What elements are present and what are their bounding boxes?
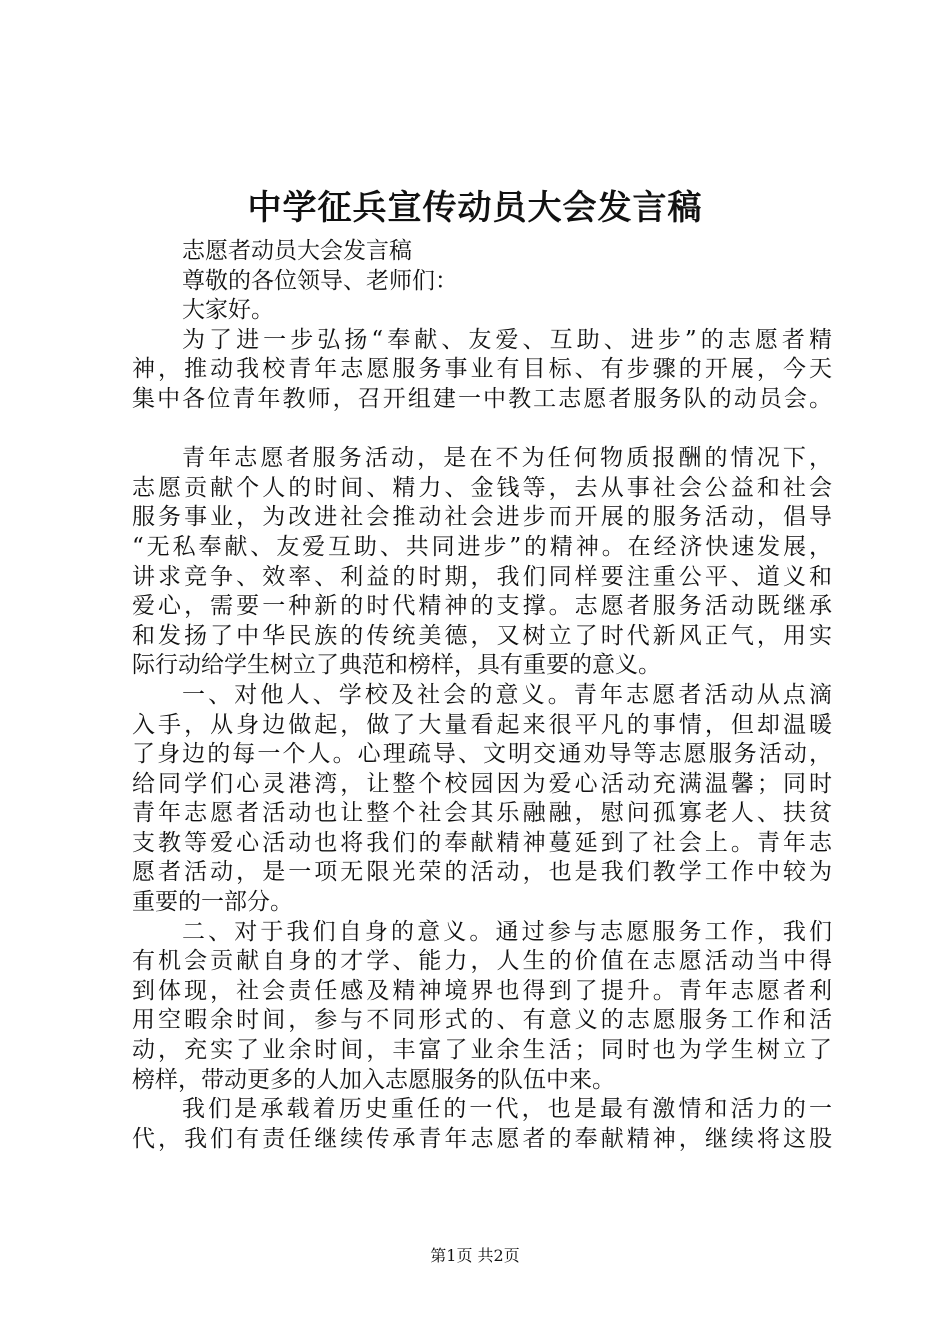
body-line: 为了进一步弘扬“奉献、友爱、互助、进步”的志愿者精 xyxy=(182,326,832,353)
body-line: 服务事业，为改进社会推动社会进步而开展的服务活动，倡导 xyxy=(132,504,832,531)
body-line: 愿者活动，是一项无限光荣的活动，也是我们教学工作中较为 xyxy=(132,859,832,886)
body-line: 支教等爱心活动也将我们的奉献精神蔓延到了社会上。青年志 xyxy=(132,829,832,856)
body-line: 用空暇余时间，参与不同形式的、有意义的志愿服务工作和活 xyxy=(132,1007,832,1034)
body-line: 神，推动我校青年志愿服务事业有目标、有步骤的开展，今天 xyxy=(132,356,832,383)
body-line: 和发扬了中华民族的传统美德，又树立了时代新风正气，用实 xyxy=(132,622,832,649)
body-line: 入手，从身边做起，做了大量看起来很平凡的事情，但却温暖 xyxy=(132,711,832,738)
body-line: “无私奉献、友爱互助、共同进步”的精神。在经济快速发展， xyxy=(132,533,832,560)
body-line: 二、对于我们自身的意义。通过参与志愿服务工作，我们 xyxy=(182,918,832,945)
document-body xyxy=(132,237,832,1154)
body-line: 给同学们心灵港湾，让整个校园因为爱心活动充满温馨；同时 xyxy=(132,770,832,797)
body-line: 有机会贡献自身的才学、能力，人生的价值在志愿活动当中得 xyxy=(132,948,832,975)
body-line: 动，充实了业余时间，丰富了业余生活；同时也为学生树立了 xyxy=(132,1037,832,1064)
body-line: 我们是承载着历史重任的一代，也是最有激情和活力的一 xyxy=(182,1096,832,1123)
body-line: 志愿贡献个人的时间、精力、金钱等，去从事社会公益和社会 xyxy=(132,474,832,501)
body-line: 一、对他人、学校及社会的意义。青年志愿者活动从点滴 xyxy=(182,681,832,708)
body-line: 集中各位青年教师，召开组建一中教工志愿者服务队的动员会。 xyxy=(132,385,832,412)
body-line: 际行动给学生树立了典范和榜样，具有重要的意义。 xyxy=(132,652,661,679)
body-line: 志愿者动员大会发言稿 xyxy=(182,238,412,264)
page-footer: 第1页 共2页 xyxy=(430,1246,520,1265)
body-line: 尊敬的各位领导、老师们： xyxy=(182,267,458,294)
body-line: 讲求竞争、效率、利益的时期，我们同样要注重公平、道义和 xyxy=(132,563,832,590)
body-line: 了身边的每一个人。心理疏导、文明交通劝导等志愿服务活动， xyxy=(132,741,832,768)
body-line: 大家好。 xyxy=(182,297,274,324)
document-title: 中学征兵宣传动员大会发言稿 xyxy=(247,188,703,228)
body-line: 到体现，社会责任感及精神境界也得到了提升。青年志愿者利 xyxy=(132,977,832,1004)
body-line: 青年志愿者活动也让整个社会其乐融融，慰问孤寡老人、扶贫 xyxy=(132,800,832,827)
blank-line xyxy=(132,415,832,445)
body-line: 爱心，需要一种新的时代精神的支撑。志愿者服务活动既继承 xyxy=(132,593,832,620)
body-line: 代，我们有责任继续传承青年志愿者的奉献精神，继续将这股 xyxy=(132,1125,832,1152)
body-line: 重要的一部分。 xyxy=(132,889,293,916)
body-line: 榜样，带动更多的人加入志愿服务的队伍中来。 xyxy=(132,1066,615,1093)
body-line: 青年志愿者服务活动，是在不为任何物质报酬的情况下， xyxy=(182,445,832,472)
